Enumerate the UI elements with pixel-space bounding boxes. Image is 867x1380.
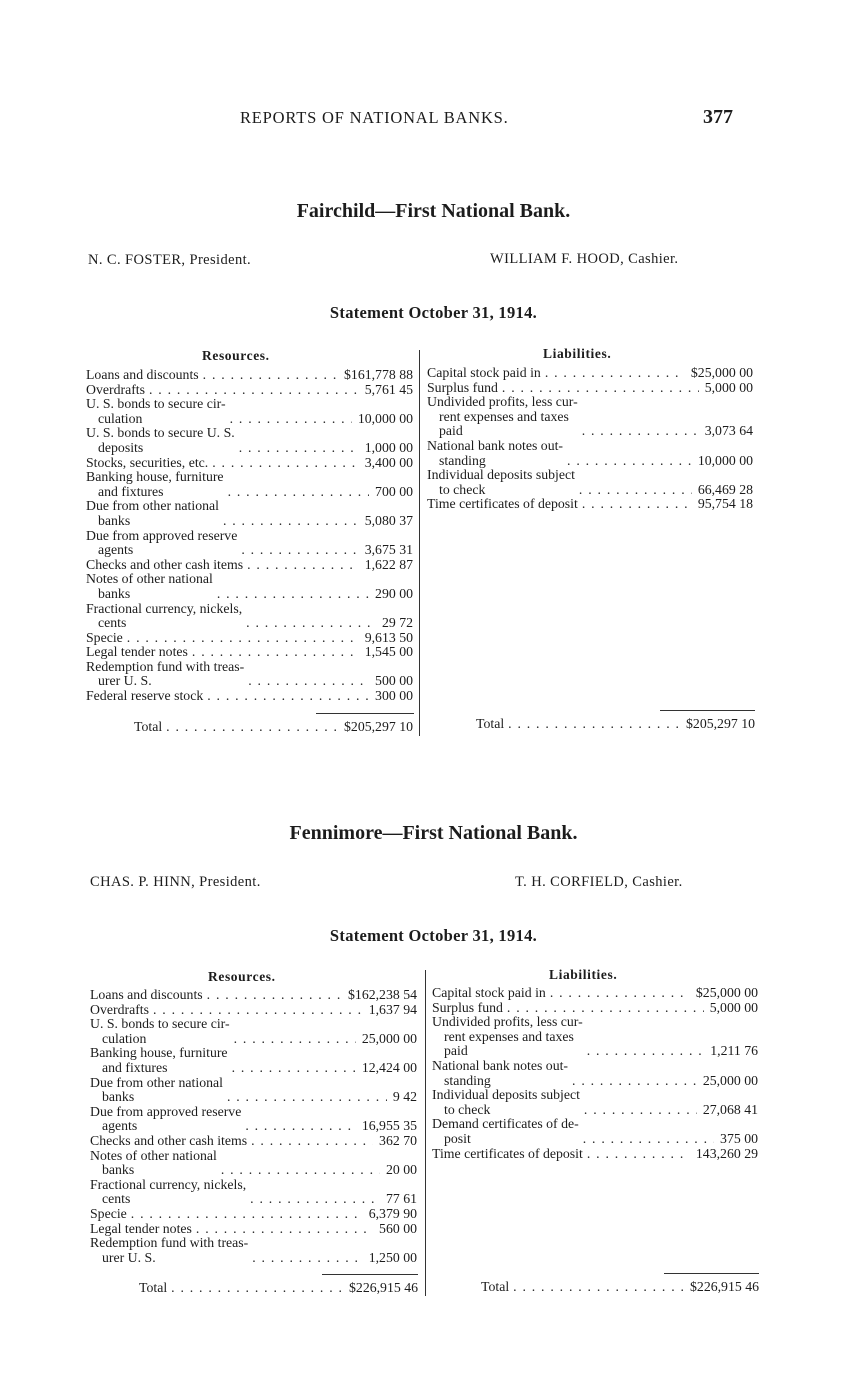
ledger-label: [90, 1178, 246, 1207]
resources-total-label: Total: [134, 719, 163, 734]
leader-dots: [123, 631, 359, 646]
leader-dots: [203, 988, 342, 1003]
leader-dots: [546, 986, 690, 1001]
leader-dots: [246, 1192, 380, 1207]
ledger-row: [432, 1117, 758, 1146]
ledger-row: [427, 395, 753, 439]
ledger-label: [90, 1149, 217, 1178]
ledger-label: [427, 366, 541, 381]
liabilities-total-row: [481, 1280, 759, 1295]
ledger-amount: $25,000 00: [690, 365, 753, 380]
ledger-label-line: Capital stock paid in: [427, 365, 541, 380]
ledger-label-line: Federal reserve stock: [86, 688, 204, 704]
ledger-label-line: Fractional currency, nickels,: [86, 600, 243, 616]
ledger-label: [86, 499, 219, 528]
ledger-label-line: Time certificates of deposit: [432, 1145, 583, 1161]
ledger-amount: 95,754 18: [697, 496, 753, 512]
ledger-label-line: agents: [98, 542, 134, 558]
bank-title: Fairchild—First National Bank.: [296, 200, 571, 222]
ledger-label-line: National bank notes out-: [427, 437, 564, 453]
ledger-label-line: Due from other national: [86, 498, 219, 514]
ledger-amount: 5,080 37: [364, 512, 413, 528]
ledger-label: [90, 1076, 223, 1105]
ledger-row: [86, 456, 413, 471]
ledger-amount: 9 42: [392, 1089, 417, 1105]
ledger-row: [86, 645, 413, 660]
statement-date: Statement October 31, 1914.: [329, 303, 538, 322]
resources-total-row: [134, 720, 413, 735]
ledger-label-line: Individual deposits subject: [427, 467, 575, 483]
ledger-label-line: Loans and discounts: [86, 367, 199, 382]
ledger-label-line: paid: [439, 423, 463, 439]
leader-dots: [145, 383, 359, 398]
liabilities-list: [432, 986, 758, 1161]
ledger-label-line: urer U. S.: [102, 1249, 156, 1265]
leader-dots: [162, 720, 338, 735]
ledger-amount: 3,400 00: [364, 454, 413, 470]
ledger-label: [86, 456, 208, 471]
resources-total-amount: $226,915 46: [349, 1280, 418, 1295]
ledger-row: [427, 366, 753, 381]
ledger-amount: 1,211 76: [710, 1043, 758, 1059]
leader-dots: [167, 1281, 343, 1296]
ledger-row: [90, 1149, 417, 1178]
ledger-amount: 25,000 00: [702, 1072, 758, 1088]
ledger-row: [90, 1236, 417, 1265]
leader-dots: [199, 368, 338, 383]
column-divider: [419, 350, 420, 736]
ledger-amount: 300 00: [375, 688, 413, 704]
ledger-label: [86, 470, 224, 499]
liabilities-total-amount: $205,297 10: [686, 716, 755, 731]
ledger-row: [86, 426, 413, 455]
ledger-row: [427, 439, 753, 468]
ledger-label-line: Redemption fund with treas-: [90, 1235, 249, 1251]
ledger-row: [90, 1178, 417, 1207]
ledger-label-line: Capital stock paid in: [432, 985, 546, 1000]
ledger-row: [86, 631, 413, 646]
ledger-amount: 20 00: [385, 1162, 417, 1178]
resources-total-rule: [322, 1274, 418, 1275]
ledger-label: [90, 1046, 228, 1075]
ledger-amount: 10,000 00: [697, 452, 753, 468]
leader-dots: [541, 366, 685, 381]
ledger-row: [90, 1017, 417, 1046]
leader-dots: [583, 1147, 690, 1162]
leader-dots: [188, 645, 359, 660]
leader-dots: [247, 1134, 373, 1149]
ledger-label-line: Demand certificates of de-: [432, 1116, 579, 1132]
ledger-row: [90, 1222, 417, 1237]
ledger-label-line: Legal tender notes: [86, 644, 188, 660]
bank-president: CHAS. P. HINN, President.: [90, 874, 261, 890]
ledger-row: [90, 1134, 417, 1149]
ledger-amount: 1,637 94: [368, 1001, 417, 1017]
ledger-label: [427, 468, 575, 497]
ledger-label: [86, 631, 123, 646]
ledger-label-line: to check: [444, 1101, 491, 1117]
leader-dots: [203, 689, 369, 704]
ledger-label: [86, 383, 145, 398]
ledger-label-line: Due from approved reserve: [86, 527, 238, 543]
ledger-row: [427, 468, 753, 497]
running-head: REPORTS OF NATIONAL BANKS.: [240, 108, 509, 127]
ledger-label: [90, 988, 203, 1003]
ledger-label: [90, 1003, 149, 1018]
ledger-row: [86, 689, 413, 704]
ledger-row: [90, 1105, 417, 1134]
ledger-label: [86, 602, 242, 631]
ledger-label-line: Surplus fund: [432, 999, 503, 1015]
liabilities-total-row: [476, 717, 755, 732]
ledger-label: [86, 529, 237, 558]
ledger-amount: 16,955 35: [361, 1118, 417, 1134]
bank-title: Fennimore—First National Bank.: [289, 822, 578, 844]
leader-dots: [563, 454, 692, 469]
ledger-label-line: Loans and discounts: [90, 987, 203, 1002]
ledger-label-line: urer U. S.: [98, 673, 152, 689]
ledger-label-line: cents: [102, 1191, 131, 1207]
ledger-label-line: cents: [98, 615, 127, 631]
ledger-amount: 290 00: [375, 585, 413, 601]
leader-dots: [503, 1001, 704, 1016]
ledger-row: [86, 660, 413, 689]
bank-cashier: WILLIAM F. HOOD, Cashier.: [490, 251, 679, 267]
ledger-row: [86, 558, 413, 573]
ledger-label-line: Overdrafts: [90, 1001, 149, 1017]
ledger-label-line: and fixtures: [98, 483, 164, 499]
ledger-label-line: Fractional currency, nickels,: [90, 1176, 247, 1192]
leader-dots: [509, 1280, 684, 1295]
ledger-row: [86, 470, 413, 499]
ledger-label: [432, 1059, 568, 1088]
ledger-label-line: rent expenses and taxes: [439, 408, 569, 424]
ledger-label-line: posit: [444, 1130, 471, 1146]
leader-dots: [248, 1251, 362, 1266]
ledger-label-line: Individual deposits subject: [432, 1087, 580, 1103]
leader-dots: [575, 483, 692, 498]
leader-dots: [223, 1090, 387, 1105]
ledger-label: [427, 497, 578, 512]
ledger-label-line: Due from approved reserve: [90, 1103, 242, 1119]
ledger-label-line: culation: [98, 410, 143, 426]
ledger-amount: 1,250 00: [368, 1249, 417, 1265]
resources-total-rule: [316, 713, 414, 714]
ledger-label: [90, 1105, 241, 1134]
ledger-amount: $161,778 88: [344, 367, 413, 382]
ledger-row: [86, 572, 413, 601]
ledger-label-line: Surplus fund: [427, 379, 498, 395]
leader-dots: [149, 1003, 363, 1018]
ledger-amount: 10,000 00: [357, 410, 413, 426]
leader-dots: [235, 441, 359, 456]
ledger-row: [427, 381, 753, 396]
leader-dots: [230, 1032, 356, 1047]
ledger-amount: 5,000 00: [704, 379, 753, 395]
ledger-row: [86, 602, 413, 631]
column-divider: [425, 970, 426, 1296]
ledger-amount: 500 00: [375, 673, 413, 689]
ledger-label-line: to check: [439, 481, 486, 497]
leader-dots: [242, 616, 376, 631]
page-number: 377: [703, 106, 733, 128]
ledger-label-line: Checks and other cash items: [86, 556, 244, 572]
ledger-label: [86, 572, 213, 601]
ledger-label: [90, 1222, 192, 1237]
ledger-label: [86, 397, 226, 426]
ledger-row: [432, 1088, 758, 1117]
ledger-amount: 143,260 29: [695, 1145, 758, 1161]
leader-dots: [192, 1222, 373, 1237]
ledger-amount: 66,469 28: [697, 481, 753, 497]
leader-dots: [243, 558, 359, 573]
ledger-label: [86, 426, 235, 455]
liabilities-total-rule: [660, 710, 755, 711]
ledger-label-line: Banking house, furniture: [86, 469, 224, 485]
ledger-label-line: U. S. bonds to secure cir-: [86, 396, 226, 412]
ledger-label-line: Legal tender notes: [90, 1220, 192, 1236]
ledger-row: [432, 1059, 758, 1088]
ledger-amount: 362 70: [379, 1132, 417, 1148]
ledger-label-line: Notes of other national: [86, 571, 213, 587]
bank-president: N. C. FOSTER, President.: [88, 252, 252, 268]
ledger-amount: 27,068 41: [702, 1101, 758, 1117]
ledger-label: [432, 1015, 583, 1059]
leader-dots: [578, 424, 699, 439]
ledger-label-line: standing: [439, 452, 486, 468]
liabilities-total-amount: $226,915 46: [690, 1279, 759, 1294]
ledger-label-line: Undivided profits, less cur-: [427, 394, 578, 410]
leader-dots: [498, 381, 699, 396]
ledger-label-line: Stocks, securities, etc.: [86, 454, 209, 470]
ledger-row: [432, 1147, 758, 1162]
liabilities-total-label: Total: [476, 716, 505, 731]
liabilities-heading: Liabilities.: [543, 346, 612, 361]
ledger-label-line: Banking house, furniture: [90, 1045, 228, 1061]
leader-dots: [224, 485, 369, 500]
statement-date: Statement October 31, 1914.: [329, 926, 538, 945]
liabilities-heading: Liabilities.: [549, 967, 618, 982]
ledger-label-line: and fixtures: [102, 1059, 168, 1075]
leader-dots: [244, 674, 369, 689]
ledger-amount: 1,000 00: [364, 439, 413, 455]
leader-dots: [226, 412, 352, 427]
ledger-label: [90, 1017, 230, 1046]
ledger-label: [86, 689, 203, 704]
ledger-row: [90, 1207, 417, 1222]
ledger-amount: 5,761 45: [364, 381, 413, 397]
ledger-label-line: banks: [102, 1162, 135, 1178]
leader-dots: [208, 456, 358, 471]
ledger-amount: $162,238 54: [348, 987, 417, 1002]
ledger-label: [86, 660, 244, 689]
ledger-amount: 700 00: [375, 483, 413, 499]
ledger-row: [86, 397, 413, 426]
ledger-label: [90, 1236, 248, 1265]
leader-dots: [580, 1103, 697, 1118]
ledger-row: [90, 988, 417, 1003]
ledger-label-line: Overdrafts: [86, 381, 145, 397]
liabilities-total-rule: [664, 1273, 759, 1274]
ledger-label-line: culation: [102, 1030, 147, 1046]
ledger-label-line: banks: [102, 1089, 135, 1105]
ledger-amount: 375 00: [720, 1130, 758, 1146]
leader-dots: [228, 1061, 356, 1076]
ledger-label-line: banks: [98, 512, 131, 528]
ledger-row: [86, 383, 413, 398]
ledger-label-line: Checks and other cash items: [90, 1132, 248, 1148]
ledger-amount: 5,000 00: [709, 999, 758, 1015]
ledger-amount: 25,000 00: [361, 1030, 417, 1046]
ledger-row: [90, 1003, 417, 1018]
resources-list: [90, 988, 417, 1265]
ledger-label-line: Undivided profits, less cur-: [432, 1014, 583, 1030]
ledger-label: [86, 558, 243, 573]
leader-dots: [504, 717, 680, 732]
ledger-label: [432, 1147, 583, 1162]
ledger-label: [427, 395, 578, 439]
ledger-label: [86, 368, 199, 383]
ledger-label-line: paid: [444, 1043, 468, 1059]
resources-list: [86, 368, 413, 704]
ledger-row: [427, 497, 753, 512]
leader-dots: [213, 587, 369, 602]
ledger-label-line: deposits: [98, 439, 144, 455]
ledger-label: [432, 1001, 503, 1016]
resources-total-amount: $205,297 10: [344, 719, 413, 734]
ledger-label-line: rent expenses and taxes: [444, 1028, 574, 1044]
leader-dots: [217, 1163, 380, 1178]
ledger-amount: 1,545 00: [364, 644, 413, 660]
resources-total-row: [139, 1281, 418, 1296]
ledger-label: [432, 1088, 580, 1117]
leader-dots: [241, 1119, 355, 1134]
ledger-label: [90, 1207, 127, 1222]
ledger-row: [86, 529, 413, 558]
leader-dots: [219, 514, 359, 529]
ledger-label-line: Notes of other national: [90, 1147, 217, 1163]
leader-dots: [237, 543, 358, 558]
ledger-label-line: Redemption fund with treas-: [86, 658, 245, 674]
ledger-label-line: agents: [102, 1118, 138, 1134]
ledger-label: [427, 381, 498, 396]
ledger-label: [86, 645, 188, 660]
ledger-amount: 77 61: [385, 1191, 417, 1207]
ledger-amount: 29 72: [381, 615, 413, 631]
resources-total-label: Total: [139, 1280, 168, 1295]
ledger-label-line: Specie: [90, 1205, 127, 1221]
leader-dots: [568, 1074, 697, 1089]
ledger-label-line: banks: [98, 585, 131, 601]
ledger-amount: 3,675 31: [364, 542, 413, 558]
leader-dots: [583, 1044, 705, 1059]
ledger-row: [86, 368, 413, 383]
ledger-amount: 560 00: [379, 1220, 417, 1236]
ledger-row: [90, 1046, 417, 1075]
resources-heading: Resources.: [208, 969, 276, 984]
bank-cashier: T. H. CORFIELD, Cashier.: [515, 874, 683, 890]
leader-dots: [127, 1207, 363, 1222]
ledger-amount: 9,613 50: [364, 629, 413, 645]
ledger-amount: 12,424 00: [361, 1059, 417, 1075]
ledger-row: [432, 986, 758, 1001]
ledger-row: [432, 1015, 758, 1059]
ledger-row: [90, 1076, 417, 1105]
ledger-label-line: Time certificates of deposit: [427, 496, 578, 512]
ledger-label-line: U. S. bonds to secure U. S.: [86, 425, 235, 441]
liabilities-total-label: Total: [481, 1279, 510, 1294]
ledger-amount: 3,073 64: [704, 423, 753, 439]
resources-heading: Resources.: [202, 348, 270, 363]
ledger-label-line: standing: [444, 1072, 491, 1088]
ledger-amount: 1,622 87: [364, 556, 413, 572]
ledger-label: [432, 986, 546, 1001]
ledger-label-line: National bank notes out-: [432, 1057, 569, 1073]
leader-dots: [578, 497, 692, 512]
ledger-label-line: U. S. bonds to secure cir-: [90, 1016, 230, 1032]
liabilities-list: [427, 366, 753, 512]
ledger-label: [90, 1134, 247, 1149]
ledger-label-line: Due from other national: [90, 1074, 223, 1090]
ledger-label: [432, 1117, 579, 1146]
ledger-amount: $25,000 00: [695, 985, 758, 1000]
ledger-amount: 6,379 90: [368, 1205, 417, 1221]
ledger-row: [86, 499, 413, 528]
ledger-label-line: Specie: [86, 629, 123, 645]
ledger-row: [432, 1001, 758, 1016]
ledger-label: [427, 439, 563, 468]
leader-dots: [579, 1132, 714, 1147]
